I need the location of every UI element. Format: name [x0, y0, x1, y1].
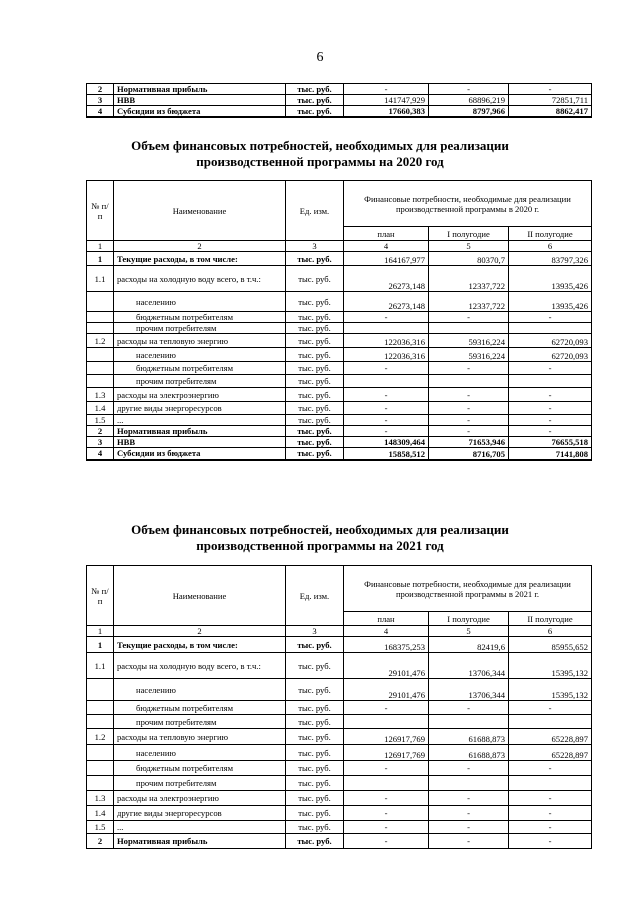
row-number: 2: [87, 84, 114, 95]
row-h1: -: [429, 761, 509, 776]
row-name: Текущие расходы, в том числе:: [114, 252, 286, 266]
row-number: 3: [87, 95, 114, 106]
row-h2: -: [509, 821, 592, 834]
header-group: Финансовые потребности, необходимые для реализации производственной программы в 2020 г.: [344, 181, 592, 227]
row-h2: -: [509, 312, 592, 323]
row-plan: -: [344, 362, 429, 375]
row-plan: 26273,148: [344, 292, 429, 312]
row-h1: 80370,7: [429, 252, 509, 266]
row-plan: [344, 323, 429, 334]
row-h2: [509, 776, 592, 791]
table-row: [87, 402, 592, 415]
row-h1: -: [429, 388, 509, 402]
row-name: Нормативная прибыль: [114, 426, 286, 437]
row-name: прочим потребителям: [114, 375, 286, 388]
row-h2: -: [509, 806, 592, 821]
row-h1: -: [429, 834, 509, 849]
table-row: [87, 701, 592, 715]
row-name: расходы на электроэнергию: [114, 791, 286, 806]
row-h2: -: [509, 761, 592, 776]
table-row: [87, 252, 592, 266]
table-row: [87, 776, 592, 791]
row-unit: тыс. руб.: [286, 761, 344, 776]
row-name: другие виды энергоресурсов: [114, 402, 286, 415]
header-col-3: 3: [286, 241, 344, 252]
header-group: Финансовые потребности, необходимые для реализации производственной программы в 2021 г.: [344, 566, 592, 612]
header-col-6: 6: [509, 626, 592, 637]
section-2021-title-line-2: производственной программы на 2021 год: [196, 538, 444, 553]
table-row: [87, 388, 592, 402]
row-unit: тыс. руб.: [286, 437, 344, 448]
row-name: населению: [114, 745, 286, 761]
row-unit: тыс. руб.: [286, 653, 344, 679]
row-plan: 17660,383: [344, 106, 429, 118]
section-2020-title-line-1: Объем финансовых потребностей, необходимых для реализации: [131, 138, 509, 153]
row-h2: 85955,652: [509, 637, 592, 653]
row-h1: -: [429, 821, 509, 834]
table-row: [87, 415, 592, 426]
row-name: НВВ: [114, 437, 286, 448]
row-h1: 68896,219: [429, 95, 509, 106]
row-h2: 15395,132: [509, 653, 592, 679]
row-name: прочим потребителям: [114, 776, 286, 791]
row-name: населению: [114, 348, 286, 362]
header-col-5: 5: [429, 626, 509, 637]
row-name: населению: [114, 292, 286, 312]
row-number: [87, 715, 114, 729]
row-number: [87, 362, 114, 375]
row-unit: тыс. руб.: [286, 402, 344, 415]
row-plan: -: [344, 388, 429, 402]
row-number: 3: [87, 437, 114, 448]
row-plan: -: [344, 821, 429, 834]
table-row: [87, 348, 592, 362]
header-unit: Ед. изм.: [286, 566, 344, 626]
table-2020: [86, 180, 592, 461]
row-h2: 65228,897: [509, 745, 592, 761]
row-number: 1: [87, 252, 114, 266]
row-plan: -: [344, 415, 429, 426]
row-h2: 76655,518: [509, 437, 592, 448]
row-name: Текущие расходы, в том числе:: [114, 637, 286, 653]
row-number: 1: [87, 637, 114, 653]
row-name: ...: [114, 415, 286, 426]
row-name: Субсидии из бюджета: [114, 106, 286, 118]
row-unit: тыс. руб.: [286, 821, 344, 834]
row-plan: 29101,476: [344, 653, 429, 679]
row-number: [87, 679, 114, 701]
header-col-6: 6: [509, 241, 592, 252]
row-unit: тыс. руб.: [286, 84, 344, 95]
row-h2: -: [509, 701, 592, 715]
row-h1: 8797,966: [429, 106, 509, 118]
row-plan: 168375,253: [344, 637, 429, 653]
row-plan: [344, 776, 429, 791]
row-name: бюджетным потребителям: [114, 312, 286, 323]
row-number: [87, 761, 114, 776]
row-plan: -: [344, 402, 429, 415]
row-unit: тыс. руб.: [286, 95, 344, 106]
row-name: Нормативная прибыль: [114, 834, 286, 849]
row-h2: -: [509, 84, 592, 95]
row-h2: 65228,897: [509, 729, 592, 745]
row-name: прочим потребителям: [114, 715, 286, 729]
row-unit: тыс. руб.: [286, 701, 344, 715]
row-h2: 8862,417: [509, 106, 592, 118]
row-number: 1.3: [87, 791, 114, 806]
row-plan: 122036,316: [344, 348, 429, 362]
row-h2: -: [509, 834, 592, 849]
row-unit: тыс. руб.: [286, 729, 344, 745]
header-col-5: 5: [429, 241, 509, 252]
row-number: [87, 312, 114, 323]
row-number: 1.4: [87, 806, 114, 821]
row-h1: -: [429, 426, 509, 437]
row-h1: -: [429, 415, 509, 426]
header-plan: план: [344, 227, 429, 241]
row-h1: -: [429, 312, 509, 323]
row-name: населению: [114, 679, 286, 701]
row-name: Нормативная прибыль: [114, 84, 286, 95]
row-h2: [509, 375, 592, 388]
row-unit: тыс. руб.: [286, 266, 344, 292]
table-row: [87, 84, 592, 95]
row-plan: -: [344, 426, 429, 437]
section-2020-title-line-2: производственной программы на 2020 год: [196, 154, 444, 169]
row-h1: 61688,873: [429, 729, 509, 745]
header-name: Наименование: [114, 566, 286, 626]
row-h2: 62720,093: [509, 348, 592, 362]
row-number: [87, 375, 114, 388]
table-row: [87, 323, 592, 334]
table-row: [87, 426, 592, 437]
row-number: 2: [87, 834, 114, 849]
row-h2: [509, 323, 592, 334]
row-h1: 12337,722: [429, 266, 509, 292]
row-name: бюджетным потребителям: [114, 761, 286, 776]
table-row: [87, 334, 592, 348]
row-unit: тыс. руб.: [286, 362, 344, 375]
header-h2: II полугодие: [509, 227, 592, 241]
row-h2: 15395,132: [509, 679, 592, 701]
row-number: 2: [87, 426, 114, 437]
row-name: бюджетным потребителям: [114, 701, 286, 715]
row-name: другие виды энергоресурсов: [114, 806, 286, 821]
row-h1: -: [429, 402, 509, 415]
row-h1: 59316,224: [429, 334, 509, 348]
row-plan: -: [344, 312, 429, 323]
row-h1: [429, 323, 509, 334]
row-unit: тыс. руб.: [286, 292, 344, 312]
row-h2: 13935,426: [509, 292, 592, 312]
row-number: 1.5: [87, 415, 114, 426]
row-unit: тыс. руб.: [286, 776, 344, 791]
row-unit: тыс. руб.: [286, 448, 344, 460]
row-number: [87, 348, 114, 362]
row-number: [87, 292, 114, 312]
row-number: 1.1: [87, 653, 114, 679]
row-plan: -: [344, 761, 429, 776]
row-unit: тыс. руб.: [286, 334, 344, 348]
header-h2: II полугодие: [509, 612, 592, 626]
row-plan: -: [344, 701, 429, 715]
header-name: Наименование: [114, 181, 286, 241]
row-number: 1.3: [87, 388, 114, 402]
row-h1: -: [429, 84, 509, 95]
row-unit: тыс. руб.: [286, 679, 344, 701]
row-unit: тыс. руб.: [286, 745, 344, 761]
header-col-3: 3: [286, 626, 344, 637]
row-h1: [429, 375, 509, 388]
table-row: [87, 437, 592, 448]
row-h2: 13935,426: [509, 266, 592, 292]
header-col-1: 1: [87, 626, 114, 637]
row-plan: 141747,929: [344, 95, 429, 106]
row-unit: тыс. руб.: [286, 806, 344, 821]
row-plan: 126917,769: [344, 745, 429, 761]
row-plan: -: [344, 834, 429, 849]
row-h1: 82419,6: [429, 637, 509, 653]
row-h1: 13706,344: [429, 679, 509, 701]
row-h1: -: [429, 701, 509, 715]
row-h2: 7141,808: [509, 448, 592, 460]
row-plan: -: [344, 84, 429, 95]
row-number: 1.1: [87, 266, 114, 292]
table-row: [87, 637, 592, 653]
table-row: [87, 834, 592, 849]
table-row: [87, 292, 592, 312]
table-row: [87, 729, 592, 745]
row-number: 1.2: [87, 334, 114, 348]
page-number: 6: [316, 50, 324, 65]
header-h1: I полугодие: [429, 227, 509, 241]
row-unit: тыс. руб.: [286, 375, 344, 388]
row-plan: 126917,769: [344, 729, 429, 745]
row-name: ...: [114, 821, 286, 834]
row-plan: -: [344, 791, 429, 806]
row-h2: -: [509, 362, 592, 375]
row-h2: 72851,711: [509, 95, 592, 106]
row-plan: 15858,512: [344, 448, 429, 460]
header-plan: план: [344, 612, 429, 626]
row-name: расходы на тепловую энергию: [114, 729, 286, 745]
row-plan: 148309,464: [344, 437, 429, 448]
table-row: [87, 806, 592, 821]
row-h2: -: [509, 415, 592, 426]
header-col-4: 4: [344, 241, 429, 252]
table-row: [87, 679, 592, 701]
header-col-4: 4: [344, 626, 429, 637]
row-unit: тыс. руб.: [286, 252, 344, 266]
table-row: [87, 362, 592, 375]
header-col-1: 1: [87, 241, 114, 252]
row-number: [87, 701, 114, 715]
table-2021: [86, 565, 592, 849]
row-unit: тыс. руб.: [286, 106, 344, 118]
row-h1: 61688,873: [429, 745, 509, 761]
row-h2: 83797,326: [509, 252, 592, 266]
row-h1: -: [429, 791, 509, 806]
row-plan: 29101,476: [344, 679, 429, 701]
row-unit: тыс. руб.: [286, 323, 344, 334]
header-h1: I полугодие: [429, 612, 509, 626]
row-plan: 164167,977: [344, 252, 429, 266]
row-unit: тыс. руб.: [286, 348, 344, 362]
row-h1: 8716,705: [429, 448, 509, 460]
row-number: [87, 776, 114, 791]
section-2021-title-line-1: Объем финансовых потребностей, необходимых для реализации: [131, 522, 509, 537]
row-unit: тыс. руб.: [286, 426, 344, 437]
row-h1: 59316,224: [429, 348, 509, 362]
row-unit: тыс. руб.: [286, 415, 344, 426]
row-h2: -: [509, 402, 592, 415]
header-number: № п/п: [87, 566, 114, 626]
row-name: Субсидии из бюджета: [114, 448, 286, 460]
row-unit: тыс. руб.: [286, 388, 344, 402]
table-row: [87, 448, 592, 460]
row-number: 1.4: [87, 402, 114, 415]
table-row: [87, 761, 592, 776]
table-row: [87, 715, 592, 729]
table-row: [87, 791, 592, 806]
row-number: 4: [87, 448, 114, 460]
row-name: расходы на тепловую энергию: [114, 334, 286, 348]
row-h2: 62720,093: [509, 334, 592, 348]
row-name: НВВ: [114, 95, 286, 106]
table-row: [87, 106, 592, 118]
row-number: [87, 323, 114, 334]
row-plan: -: [344, 806, 429, 821]
table-row: [87, 821, 592, 834]
row-name: прочим потребителям: [114, 323, 286, 334]
row-unit: тыс. руб.: [286, 312, 344, 323]
row-unit: тыс. руб.: [286, 791, 344, 806]
header-unit: Ед. изм.: [286, 181, 344, 241]
row-h1: [429, 715, 509, 729]
row-unit: тыс. руб.: [286, 715, 344, 729]
table-row: [87, 266, 592, 292]
header-col-2: 2: [114, 626, 286, 637]
row-plan: [344, 715, 429, 729]
row-number: 1.5: [87, 821, 114, 834]
row-name: расходы на электроэнергию: [114, 388, 286, 402]
table-row: [87, 312, 592, 323]
row-name: бюджетным потребителям: [114, 362, 286, 375]
row-h2: -: [509, 388, 592, 402]
row-unit: тыс. руб.: [286, 834, 344, 849]
table-row: [87, 745, 592, 761]
row-number: 1.2: [87, 729, 114, 745]
row-h1: 71653,946: [429, 437, 509, 448]
continuation-table: [86, 83, 592, 118]
row-h2: -: [509, 426, 592, 437]
table-row: [87, 95, 592, 106]
row-h1: -: [429, 362, 509, 375]
row-h1: 12337,722: [429, 292, 509, 312]
row-name: расходы на холодную воду всего, в т.ч.:: [114, 266, 286, 292]
header-number: № п/п: [87, 181, 114, 241]
table-row: [87, 653, 592, 679]
row-plan: [344, 375, 429, 388]
table-row: [87, 375, 592, 388]
row-name: расходы на холодную воду всего, в т.ч.:: [114, 653, 286, 679]
row-unit: тыс. руб.: [286, 637, 344, 653]
row-h1: [429, 776, 509, 791]
row-h1: 13706,344: [429, 653, 509, 679]
header-col-2: 2: [114, 241, 286, 252]
row-number: 4: [87, 106, 114, 118]
row-h2: -: [509, 791, 592, 806]
row-number: [87, 745, 114, 761]
row-h2: [509, 715, 592, 729]
row-h1: -: [429, 806, 509, 821]
row-plan: 26273,148: [344, 266, 429, 292]
row-plan: 122036,316: [344, 334, 429, 348]
